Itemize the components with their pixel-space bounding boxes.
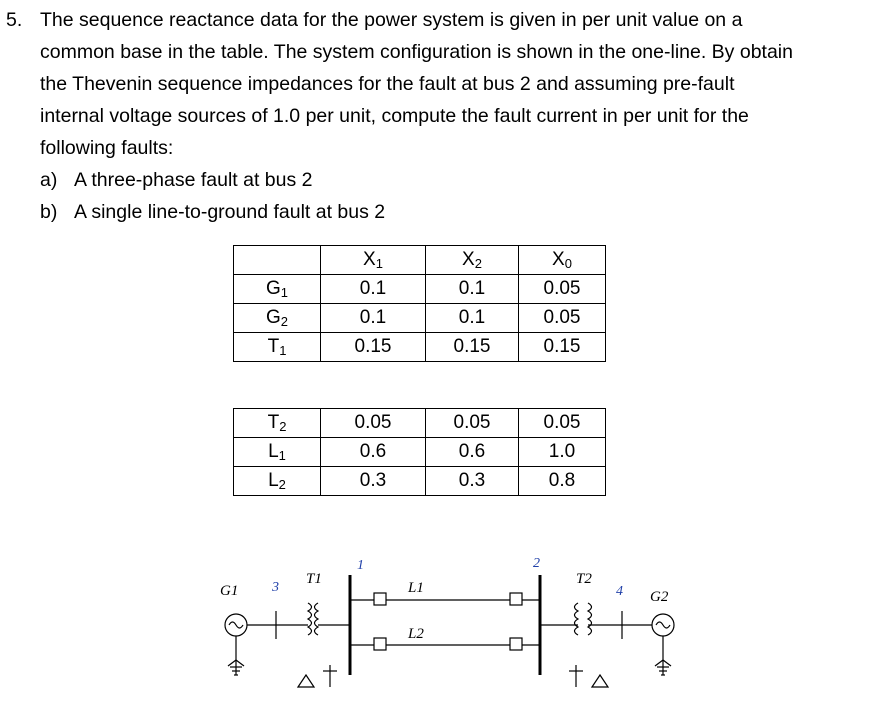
table-corner-cell <box>234 246 321 275</box>
label-bus-1: 1 <box>357 558 364 573</box>
table-cell: 0.05 <box>519 304 606 333</box>
question-text <box>40 4 870 164</box>
question-line: the Thevenin sequence impedances for the fault at bus 2 and assuming pre-fault <box>40 73 735 95</box>
reactance-table-1 <box>233 245 606 362</box>
label-l2: L2 <box>408 626 424 642</box>
row-label-t2: $T_2$ <box>234 409 321 438</box>
question-line: common base in the table. The system configuration is shown in the one-line. By obtain <box>40 41 793 63</box>
table-cell: 0.05 <box>519 409 606 438</box>
table-cell: 0.15 <box>426 333 519 362</box>
label-t1: T1 <box>306 571 322 587</box>
transformer-t1-icon <box>298 603 350 687</box>
table-cell: 0.05 <box>426 409 519 438</box>
header-x0: $X_0$ <box>519 246 606 275</box>
header-x1: $X_1$ <box>321 246 426 275</box>
table-cell: 0.05 <box>321 409 426 438</box>
table-cell: 0.8 <box>519 467 606 496</box>
table-cell: 0.15 <box>519 333 606 362</box>
table-cell: 0.1 <box>426 304 519 333</box>
question-line: internal voltage sources of 1.0 per unit, compute the fault current in per unit for the <box>40 105 749 127</box>
table-cell: 0.3 <box>321 467 426 496</box>
line-l2 <box>350 638 540 650</box>
table-row <box>234 333 606 362</box>
label-g1: G1 <box>220 583 239 599</box>
table-cell: 0.05 <box>519 275 606 304</box>
row-label-g2: $G_2$ <box>234 304 321 333</box>
question-line: following faults: <box>40 137 174 159</box>
label-bus-2: 2 <box>533 556 540 571</box>
question-parts <box>40 164 385 228</box>
header-x2: $X_2$ <box>426 246 519 275</box>
reactance-table-2 <box>233 408 606 496</box>
table-row <box>234 304 606 333</box>
table-cell: 0.15 <box>321 333 426 362</box>
table-cell: 0.3 <box>426 467 519 496</box>
table-row <box>234 275 606 304</box>
table-cell: 0.6 <box>426 438 519 467</box>
question-part-b: b) A single line-to-ground fault at bus 2 <box>40 201 386 223</box>
table-cell: 0.1 <box>321 275 426 304</box>
row-label-g1: $G_1$ <box>234 275 321 304</box>
label-t2: T2 <box>576 571 592 587</box>
row-label-l1: $L_1$ <box>234 438 321 467</box>
question-line: The sequence reactance data for the power system is given in per unit value on a <box>40 9 743 31</box>
line-l1 <box>350 593 540 605</box>
table-cell: 1.0 <box>519 438 606 467</box>
label-bus-3: 3 <box>272 580 279 595</box>
transformer-t2-icon <box>540 603 622 687</box>
table-row <box>234 409 606 438</box>
table-cell: 0.1 <box>321 304 426 333</box>
table-row <box>234 438 606 467</box>
label-g2: G2 <box>650 589 669 605</box>
one-line-diagram <box>190 545 710 720</box>
table-header-row <box>234 246 606 275</box>
table-row <box>234 467 606 496</box>
label-l1: L1 <box>408 580 424 596</box>
table-cell: 0.6 <box>321 438 426 467</box>
generator-g2-icon <box>652 614 674 675</box>
generator-g1-icon <box>225 614 247 675</box>
label-bus-4: 4 <box>616 584 623 599</box>
table-cell: 0.1 <box>426 275 519 304</box>
row-label-t1: $T_1$ <box>234 333 321 362</box>
question-part-a: a) A three-phase fault at bus 2 <box>40 169 313 191</box>
question-number: 5. <box>6 9 23 31</box>
row-label-l2: $L_2$ <box>234 467 321 496</box>
